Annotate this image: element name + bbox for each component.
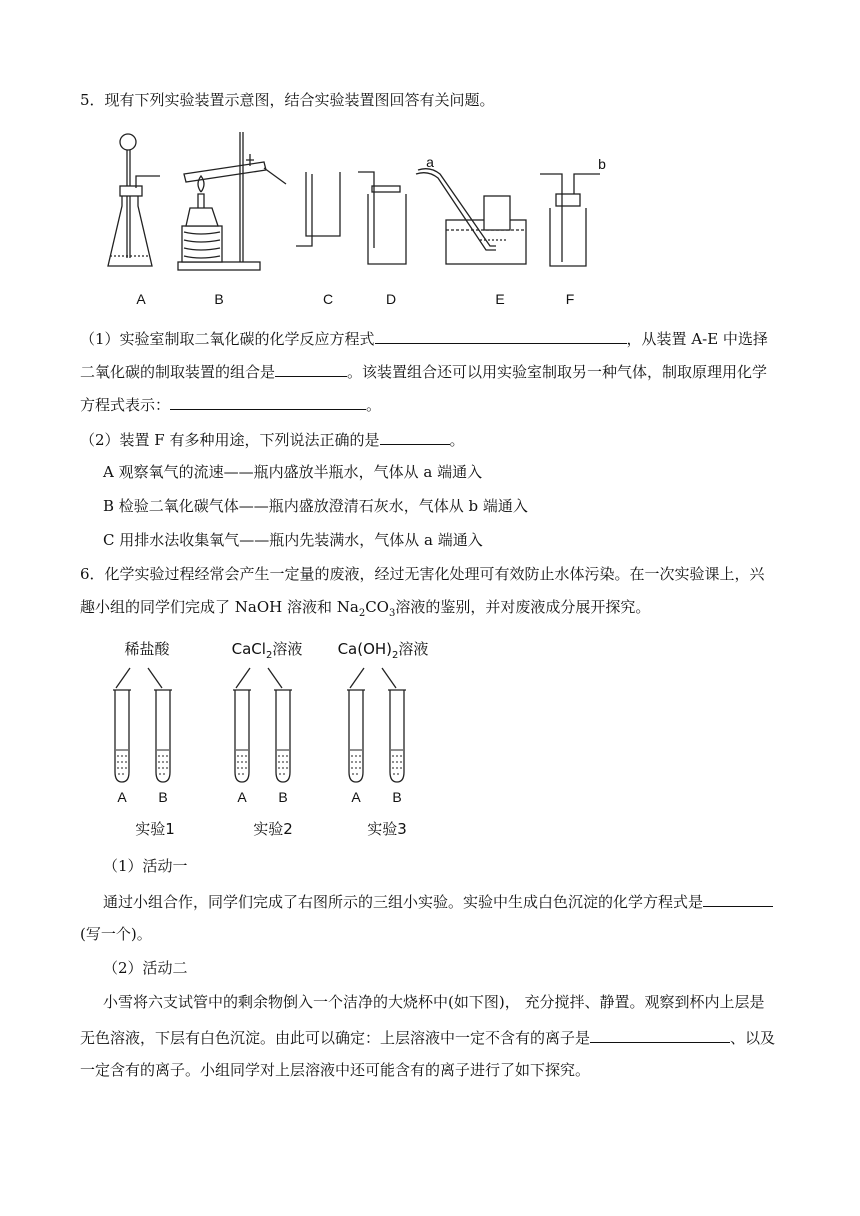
q6-intro-text: 趣小组的同学们完成了 NaOH 溶液和 Na bbox=[80, 598, 359, 616]
test-tube bbox=[347, 690, 365, 782]
test-tube bbox=[113, 690, 131, 782]
q6-activity1-line2: (写一个)。 bbox=[80, 925, 152, 943]
q5-part1-text: 二氧化碳的制取装置的组合是 bbox=[80, 363, 276, 381]
subscript: 2 bbox=[358, 608, 366, 619]
experiment-label: 实验2 bbox=[253, 820, 293, 838]
q6-activity1-title: （1）活动一 bbox=[103, 857, 188, 875]
q6-intro-text: CO bbox=[365, 598, 389, 616]
apparatus-label: B bbox=[214, 291, 224, 307]
q5-part1-text: ，从装置 A-E 中选择 bbox=[626, 330, 768, 348]
test-tube bbox=[274, 690, 292, 782]
reagent-label-2: CaCl$_2$溶液 bbox=[231, 640, 303, 661]
apparatus-figure bbox=[100, 128, 620, 278]
q5-title: 5．现有下列实验装置示意图，结合实验装置图回答有关问题。 bbox=[80, 91, 495, 109]
q5-part1-text: 方程式表示： bbox=[80, 396, 171, 414]
answer-blank[interactable] bbox=[703, 890, 773, 907]
subscript: 3 bbox=[388, 608, 396, 619]
q6-activity1-line1 bbox=[103, 890, 812, 912]
tube-label: A bbox=[117, 789, 127, 805]
apparatus-label: C bbox=[322, 291, 334, 307]
q6-intro-text: 溶液的鉴别，并对废液成分展开探究。 bbox=[395, 598, 651, 616]
q5-part1-line3 bbox=[80, 393, 812, 415]
q5-part2 bbox=[80, 428, 812, 450]
answer-blank[interactable] bbox=[170, 393, 366, 410]
q6-activity2-line1: 小雪将六支试管中的剩余物倒入一个洁净的大烧杯中(如下图)， 充分搅拌、静置。观察到杯内上层是 bbox=[103, 993, 765, 1011]
q6-activity2-text: 无色溶液，下层有白色沉淀。由此可以确定：上层溶液中一定不含有的离子是 bbox=[80, 1029, 591, 1047]
q5-option-a: A 观察氧气的流速——瓶内盛放半瓶水，气体从 a 端通入 bbox=[103, 463, 483, 481]
test-tube bbox=[388, 690, 406, 782]
apparatus-d bbox=[358, 172, 406, 264]
apparatus-label: A bbox=[136, 291, 146, 307]
tube-label: B bbox=[392, 789, 402, 805]
test-tube bbox=[154, 690, 172, 782]
reagent-label-1: 稀盐酸 bbox=[124, 640, 170, 658]
port-label-a: a bbox=[426, 154, 434, 170]
reagent-label-3: $Ca(OH)_2$溶液 bbox=[337, 640, 429, 661]
experiment-label: 实验3 bbox=[367, 820, 407, 838]
apparatus-b-stand bbox=[178, 132, 286, 270]
apparatus-e bbox=[416, 169, 526, 264]
q5-part1-text: 。 bbox=[366, 396, 382, 414]
apparatus-f bbox=[540, 174, 600, 266]
tube-label: A bbox=[351, 789, 361, 805]
q5-part1-text: 。该装置组合还可以用实验室制取另一种气体，制取原理用化学 bbox=[347, 363, 768, 381]
experiment-label: 实验1 bbox=[135, 820, 175, 838]
q5-part1-line1 bbox=[80, 327, 812, 349]
answer-blank[interactable] bbox=[375, 327, 627, 344]
apparatus-label: F bbox=[565, 291, 575, 307]
apparatus-label: D bbox=[385, 291, 397, 307]
q5-part2-text: （2）装置 F 有多种用途，下列说法正确的是 bbox=[80, 431, 380, 449]
answer-blank[interactable] bbox=[275, 360, 347, 377]
q5-part1-line2 bbox=[80, 360, 812, 382]
q6-activity2-text: 、以及 bbox=[730, 1029, 776, 1047]
q5-option-b: B 检验二氧化碳气体——瓶内盛放澄清石灰水，气体从 b 端通入 bbox=[103, 497, 528, 515]
apparatus-a-flask bbox=[108, 134, 160, 266]
tube-label: A bbox=[237, 789, 247, 805]
q6-activity2-line3: 一定含有的离子。小组同学对上层溶液中还可能含有的离子进行了如下探究。 bbox=[80, 1061, 591, 1079]
answer-blank[interactable] bbox=[380, 428, 450, 445]
q5-part2-text: 。 bbox=[449, 431, 465, 449]
q5-part1-text: （1）实验室制取二氧化碳的化学反应方程式 bbox=[80, 330, 375, 348]
q6-activity2-title: （2）活动二 bbox=[103, 959, 188, 977]
q5-option-c: C 用排水法收集氧气——瓶内先装满水，气体从 a 端通入 bbox=[103, 531, 483, 549]
port-label-b: b bbox=[598, 156, 606, 172]
q6-activity1-text: 通过小组合作，同学们完成了右图所示的三组小实验。实验中生成白色沉淀的化学方程式是 bbox=[103, 893, 704, 911]
apparatus-label: E bbox=[495, 291, 505, 307]
answer-blank[interactable] bbox=[590, 1026, 730, 1043]
q6-activity2-line2 bbox=[80, 1026, 812, 1048]
q6-intro-line1: 6．化学实验过程经常会产生一定量的废液，经过无害化处理可有效防止水体污染。在一次实验课上，兴 bbox=[80, 565, 765, 583]
apparatus-c bbox=[296, 172, 340, 246]
test-tubes-figure bbox=[100, 660, 420, 800]
tube-label: B bbox=[158, 789, 168, 805]
test-tube bbox=[233, 690, 251, 782]
tube-label: B bbox=[278, 789, 288, 805]
q6-intro-line2 bbox=[80, 597, 812, 624]
